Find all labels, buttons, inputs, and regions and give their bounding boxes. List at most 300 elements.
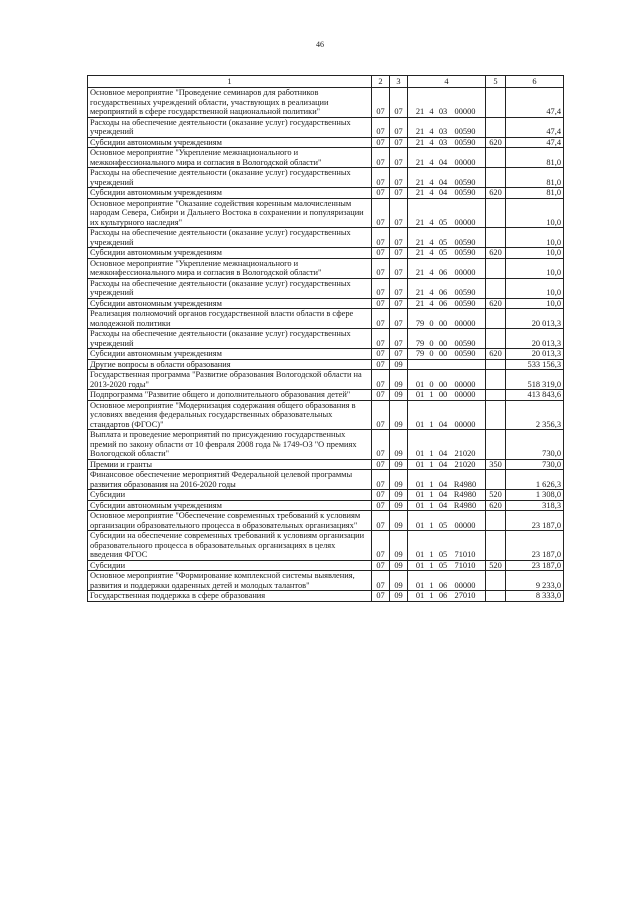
table-row (88, 137, 564, 148)
amount-cell: 318,3 (506, 500, 564, 511)
subsection-code-cell: 07 (390, 248, 408, 259)
target-article-part: 00000 (454, 318, 476, 328)
target-article-part: 06 (438, 298, 448, 308)
target-article-cell (408, 258, 486, 278)
target-article-part: 4 (429, 107, 434, 116)
subsection-code-cell: 09 (390, 531, 408, 561)
subsection-code-cell: 09 (390, 359, 408, 370)
section-code-cell: 07 (372, 188, 390, 199)
amount-cell: 518 319,0 (506, 370, 564, 390)
target-article-part: 05 (438, 217, 448, 227)
table-row (88, 198, 564, 228)
target-article-part: 00000 (454, 419, 476, 429)
target-article-part: 01 (415, 449, 425, 458)
expense-type-cell (486, 571, 506, 591)
amount-cell: 23 187,0 (506, 531, 564, 561)
row-name-cell: Выплата и проведение мероприятий по присуждению государственных премий по закону области от 10 февраля 2008 года № 1749-ОЗ "О премиях Вологодской области" (88, 430, 372, 460)
target-article-part: 03 (438, 137, 448, 147)
section-code-cell: 07 (372, 591, 390, 602)
section-code-cell: 07 (372, 258, 390, 278)
subsection-code-cell: 07 (390, 117, 408, 137)
target-article-part: 21 (415, 127, 425, 136)
amount-cell: 47,4 (506, 88, 564, 118)
target-article-part: 06 (438, 580, 448, 590)
target-article-part: 00590 (454, 137, 476, 147)
expense-type-cell (486, 511, 506, 531)
target-article-part: 4 (429, 237, 434, 247)
section-code-cell: 07 (372, 511, 390, 531)
target-article-part: 00000 (454, 379, 476, 389)
table-row (88, 591, 564, 602)
row-name-cell: Расходы на обеспечение деятельности (оказание услуг) государственных учреждений (88, 117, 372, 137)
target-article-part: 01 (415, 379, 425, 389)
target-article-part: 1 (429, 580, 434, 590)
row-name-cell: Субсидии (88, 490, 372, 501)
target-article-part: 06 (438, 288, 448, 297)
target-article-part: 01 (415, 500, 425, 510)
row-name-cell: Финансовое обеспечение мероприятий Федеральной целевой программы развития образования на 2016-2020 годы (88, 470, 372, 490)
table-row (88, 298, 564, 309)
row-name-cell: Расходы на обеспечение деятельности (оказание услуг) государственных учреждений (88, 278, 372, 298)
target-article-part: 1 (429, 500, 434, 510)
target-article-part: 03 (438, 127, 448, 136)
target-article-part: 1 (429, 490, 434, 499)
target-article-cell (408, 500, 486, 511)
expense-type-cell (486, 470, 506, 490)
expense-type-cell: 350 (486, 459, 506, 470)
section-code-cell: 07 (372, 470, 390, 490)
expense-type-cell (486, 370, 506, 390)
target-article-cell (408, 370, 486, 390)
target-article-cell (408, 560, 486, 571)
target-article-part: 71010 (454, 550, 476, 559)
row-name-cell: Подпрограмма "Развитие общего и дополнительного образования детей" (88, 390, 372, 401)
target-article-part: 01 (415, 419, 425, 429)
target-article-part: 00590 (454, 127, 476, 136)
target-article-part: 0 (429, 379, 434, 389)
target-article-part: 1 (429, 459, 434, 469)
target-article-part: 4 (429, 217, 434, 227)
table-row (88, 500, 564, 511)
column-header: 1 (88, 76, 372, 88)
row-name-cell: Субсидии на обеспечение современных требований к условиям организации образовательного процесса в образовательных организациях в целях введения ФГОС (88, 531, 372, 561)
section-code-cell: 07 (372, 531, 390, 561)
target-article-part: 01 (415, 520, 425, 530)
target-article-part: 04 (438, 157, 448, 167)
section-code-cell: 07 (372, 248, 390, 259)
target-article-part: 00000 (454, 390, 476, 399)
budget-table (87, 75, 564, 602)
target-article-part: 4 (429, 177, 434, 187)
table-row (88, 359, 564, 370)
row-name-cell: Субсидии автономным учреждениям (88, 298, 372, 309)
target-article-cell (408, 309, 486, 329)
target-article-part: 00590 (454, 248, 476, 257)
expense-type-cell (486, 309, 506, 329)
subsection-code-cell: 09 (390, 560, 408, 571)
target-article-part: 00 (438, 318, 448, 328)
subsection-code-cell: 07 (390, 188, 408, 199)
subsection-code-cell: 07 (390, 349, 408, 360)
section-code-cell: 07 (372, 370, 390, 390)
target-article-cell (408, 278, 486, 298)
subsection-code-cell: 09 (390, 511, 408, 531)
target-article-part: 4 (429, 288, 434, 297)
table-row (88, 459, 564, 470)
row-name-cell: Расходы на обеспечение деятельности (оказание услуг) государственных учреждений (88, 228, 372, 248)
table-row (88, 531, 564, 561)
page-number: 46 (316, 40, 324, 49)
subsection-code-cell: 07 (390, 298, 408, 309)
row-name-cell: Основное мероприятие "Модернизация содержания общего образования в условиях введения федеральных государственных образовательных стандартов (ФГОС)" (88, 400, 372, 430)
section-code-cell: 07 (372, 117, 390, 137)
target-article-part: R4980 (453, 490, 477, 499)
row-name-cell: Государственная программа "Развитие образования Вологодской области на 2013-2020 годы" (88, 370, 372, 390)
row-name-cell: Субсидии автономным учреждениям (88, 248, 372, 259)
target-article-part: 00590 (454, 298, 476, 308)
target-article-cell (408, 470, 486, 490)
row-name-cell: Основное мероприятие "Формирование комплексной системы выявления, развития и поддержки одаренных детей и молодых талантов" (88, 571, 372, 591)
target-article-part: 04 (438, 500, 448, 510)
target-article-part: 4 (429, 157, 434, 167)
target-article-part: 21 (415, 188, 425, 197)
target-article-part: 00000 (454, 580, 476, 590)
section-code-cell: 07 (372, 490, 390, 501)
expense-type-cell (486, 148, 506, 168)
subsection-code-cell: 09 (390, 370, 408, 390)
amount-cell: 10,0 (506, 278, 564, 298)
subsection-code-cell: 07 (390, 258, 408, 278)
amount-cell: 10,0 (506, 298, 564, 309)
target-article-part: 1 (429, 520, 434, 530)
amount-cell: 20 013,3 (506, 349, 564, 360)
target-article-part: 04 (438, 419, 448, 429)
target-article-part: 03 (438, 107, 448, 116)
subsection-code-cell: 07 (390, 278, 408, 298)
expense-type-cell: 620 (486, 298, 506, 309)
amount-cell: 10,0 (506, 248, 564, 259)
expense-type-cell (486, 258, 506, 278)
subsection-code-cell: 07 (390, 88, 408, 118)
target-article-part: 1 (429, 390, 434, 399)
target-article-part: 00000 (454, 268, 476, 277)
amount-cell: 413 843,6 (506, 390, 564, 401)
table-row (88, 430, 564, 460)
target-article-part: 05 (438, 248, 448, 257)
target-article-part: 00000 (454, 217, 476, 227)
target-article-part: 05 (438, 550, 448, 559)
subsection-code-cell: 09 (390, 400, 408, 430)
table-row (88, 88, 564, 118)
target-article-part: 00 (438, 379, 448, 389)
expense-type-cell (486, 228, 506, 248)
section-code-cell: 07 (372, 500, 390, 511)
expense-type-cell (486, 531, 506, 561)
target-article-cell (408, 298, 486, 309)
subsection-code-cell: 07 (390, 168, 408, 188)
target-article-part: 04 (438, 449, 448, 458)
target-article-part: 01 (415, 550, 425, 559)
expense-type-cell (486, 400, 506, 430)
column-header: 4 (408, 76, 486, 88)
target-article-part: 01 (415, 459, 425, 469)
subsection-code-cell: 09 (390, 490, 408, 501)
target-article-part: 21 (415, 248, 425, 257)
target-article-part: 21 (415, 288, 425, 297)
section-code-cell: 07 (372, 571, 390, 591)
expense-type-cell: 620 (486, 188, 506, 199)
amount-cell: 81,0 (506, 168, 564, 188)
section-code-cell: 07 (372, 88, 390, 118)
row-name-cell: Премии и гранты (88, 459, 372, 470)
target-article-part: 00000 (454, 107, 476, 116)
target-article-part: 01 (415, 490, 425, 499)
row-name-cell: Расходы на обеспечение деятельности (оказание услуг) государственных учреждений (88, 329, 372, 349)
target-article-part: 04 (438, 188, 448, 197)
amount-cell: 8 333,0 (506, 591, 564, 602)
target-article-part: 21 (415, 107, 425, 116)
subsection-code-cell: 09 (390, 500, 408, 511)
target-article-part: 21 (415, 298, 425, 308)
target-article-part: 79 (415, 318, 425, 328)
target-article-cell (408, 430, 486, 460)
row-name-cell: Основное мероприятие "Обеспечение современных требований к условиям организации образовательного процесса в образовательных организациях" (88, 511, 372, 531)
section-code-cell: 07 (372, 349, 390, 360)
target-article-part: 0 (429, 338, 434, 348)
section-code-cell: 07 (372, 298, 390, 309)
target-article-part: 21 (415, 268, 425, 277)
row-name-cell: Субсидии автономным учреждениям (88, 500, 372, 511)
target-article-part: 1 (429, 591, 434, 600)
target-article-part: 21020 (454, 449, 476, 458)
table-row (88, 400, 564, 430)
subsection-code-cell: 07 (390, 228, 408, 248)
target-article-part: 21 (415, 157, 425, 167)
target-article-part: 00590 (454, 349, 476, 358)
target-article-part: 4 (429, 127, 434, 136)
section-code-cell: 07 (372, 459, 390, 470)
target-article-cell (408, 390, 486, 401)
expense-type-cell: 620 (486, 248, 506, 259)
target-article-cell (408, 188, 486, 199)
table-row (88, 309, 564, 329)
target-article-part: 1 (429, 419, 434, 429)
expense-type-cell (486, 198, 506, 228)
row-name-cell: Субсидии автономным учреждениям (88, 137, 372, 148)
table-row (88, 390, 564, 401)
table-row (88, 228, 564, 248)
subsection-code-cell: 07 (390, 148, 408, 168)
target-article-part: R4980 (453, 500, 477, 510)
subsection-code-cell: 09 (390, 470, 408, 490)
target-article-cell (408, 198, 486, 228)
subsection-code-cell: 09 (390, 390, 408, 401)
amount-cell: 47,4 (506, 137, 564, 148)
row-name-cell: Реализация полномочий органов государственной власти области в сфере молодежной политики (88, 309, 372, 329)
amount-cell: 23 187,0 (506, 511, 564, 531)
target-article-part: 01 (415, 580, 425, 590)
amount-cell: 1 626,3 (506, 470, 564, 490)
target-article-part: 00590 (454, 288, 476, 297)
target-article-cell (408, 511, 486, 531)
amount-cell: 9 233,0 (506, 571, 564, 591)
target-article-part: 0 (429, 349, 434, 358)
target-article-cell (408, 591, 486, 602)
section-code-cell: 07 (372, 228, 390, 248)
target-article-cell (408, 148, 486, 168)
target-article-part: 4 (429, 298, 434, 308)
amount-cell: 81,0 (506, 148, 564, 168)
subsection-code-cell: 09 (390, 430, 408, 460)
target-article-cell (408, 88, 486, 118)
target-article-part: 21020 (454, 459, 476, 469)
target-article-part: 79 (415, 338, 425, 348)
section-code-cell: 07 (372, 390, 390, 401)
section-code-cell: 07 (372, 560, 390, 571)
target-article-part: 04 (438, 177, 448, 187)
target-article-cell (408, 359, 486, 370)
table-row (88, 349, 564, 360)
target-article-part: 00 (438, 349, 448, 358)
amount-cell: 47,4 (506, 117, 564, 137)
table-row (88, 490, 564, 501)
target-article-part: 4 (429, 248, 434, 257)
target-article-part: 01 (415, 479, 425, 489)
target-article-cell (408, 248, 486, 259)
column-header: 2 (372, 76, 390, 88)
target-article-part: 06 (438, 268, 448, 277)
amount-cell: 20 013,3 (506, 329, 564, 349)
section-code-cell: 07 (372, 329, 390, 349)
section-code-cell: 07 (372, 309, 390, 329)
target-article-cell (408, 459, 486, 470)
amount-cell: 10,0 (506, 228, 564, 248)
table-header-row (88, 76, 564, 88)
expense-type-cell (486, 278, 506, 298)
expense-type-cell: 620 (486, 349, 506, 360)
expense-type-cell: 620 (486, 137, 506, 148)
section-code-cell: 07 (372, 430, 390, 460)
table-row (88, 571, 564, 591)
row-name-cell: Государственная поддержка в сфере образования (88, 591, 372, 602)
row-name-cell: Основное мероприятие "Оказание содействия коренным малочисленным народам Севера, Сибири и Дальнего Востока в сохранении и популяризации их культурного наследия" (88, 198, 372, 228)
target-article-part: 00 (438, 338, 448, 348)
target-article-part: 00590 (454, 177, 476, 187)
amount-cell: 2 356,3 (506, 400, 564, 430)
section-code-cell: 07 (372, 168, 390, 188)
amount-cell: 1 308,0 (506, 490, 564, 501)
subsection-code-cell: 07 (390, 309, 408, 329)
expense-type-cell (486, 430, 506, 460)
expense-type-cell (486, 88, 506, 118)
amount-cell: 23 187,0 (506, 560, 564, 571)
table-row (88, 511, 564, 531)
amount-cell: 10,0 (506, 198, 564, 228)
section-code-cell: 07 (372, 359, 390, 370)
target-article-part: 00 (438, 390, 448, 399)
target-article-part: 79 (415, 349, 425, 358)
target-article-part: 71010 (454, 560, 476, 570)
target-article-cell (408, 531, 486, 561)
subsection-code-cell: 09 (390, 571, 408, 591)
amount-cell: 81,0 (506, 188, 564, 199)
target-article-part: 4 (429, 268, 434, 277)
target-article-cell (408, 349, 486, 360)
target-article-part: 1 (429, 449, 434, 458)
target-article-part: 21 (415, 177, 425, 187)
expense-type-cell (486, 591, 506, 602)
column-header: 5 (486, 76, 506, 88)
row-name-cell: Основное мероприятие "Укрепление межнационального и межконфессионального мира и согласия в Вологодской области" (88, 148, 372, 168)
target-article-cell (408, 490, 486, 501)
target-article-part: 05 (438, 560, 448, 570)
target-article-part: 4 (429, 137, 434, 147)
target-article-part: 27010 (454, 591, 476, 600)
amount-cell: 20 013,3 (506, 309, 564, 329)
expense-type-cell: 520 (486, 560, 506, 571)
subsection-code-cell: 09 (390, 459, 408, 470)
target-article-part: 01 (415, 560, 425, 570)
subsection-code-cell: 07 (390, 198, 408, 228)
target-article-part: 1 (429, 560, 434, 570)
target-article-part: 05 (438, 237, 448, 247)
expense-type-cell (486, 359, 506, 370)
target-article-part: 00000 (454, 520, 476, 530)
row-name-cell: Субсидии автономным учреждениям (88, 188, 372, 199)
expense-type-cell: 620 (486, 500, 506, 511)
target-article-cell (408, 400, 486, 430)
target-article-part: 01 (415, 390, 425, 399)
target-article-part: 05 (438, 520, 448, 530)
row-name-cell: Основное мероприятие "Укрепление межнационального и межконфессионального мира и согласия в Вологодской области" (88, 258, 372, 278)
target-article-cell (408, 137, 486, 148)
expense-type-cell: 520 (486, 490, 506, 501)
subsection-code-cell: 07 (390, 329, 408, 349)
table-row (88, 248, 564, 259)
column-header: 6 (506, 76, 564, 88)
row-name-cell: Субсидии (88, 560, 372, 571)
table-row (88, 188, 564, 199)
section-code-cell: 07 (372, 137, 390, 148)
section-code-cell: 07 (372, 148, 390, 168)
target-article-cell (408, 168, 486, 188)
amount-cell: 10,0 (506, 258, 564, 278)
target-article-part: 21 (415, 137, 425, 147)
table-row (88, 168, 564, 188)
table-row (88, 370, 564, 390)
column-header: 3 (390, 76, 408, 88)
section-code-cell: 07 (372, 278, 390, 298)
section-code-cell: 07 (372, 400, 390, 430)
table-row (88, 329, 564, 349)
table-row (88, 258, 564, 278)
target-article-part: 01 (415, 591, 425, 600)
expense-type-cell (486, 329, 506, 349)
subsection-code-cell: 07 (390, 137, 408, 148)
target-article-cell (408, 571, 486, 591)
target-article-part: R4980 (453, 479, 477, 489)
target-article-part: 06 (438, 591, 448, 600)
target-article-cell (408, 329, 486, 349)
table-row (88, 148, 564, 168)
row-name-cell: Субсидии автономным учреждениям (88, 349, 372, 360)
section-code-cell: 07 (372, 198, 390, 228)
target-article-part: 00590 (454, 237, 476, 247)
row-name-cell: Другие вопросы в области образования (88, 359, 372, 370)
subsection-code-cell: 09 (390, 591, 408, 602)
target-article-cell (408, 228, 486, 248)
expense-type-cell (486, 117, 506, 137)
